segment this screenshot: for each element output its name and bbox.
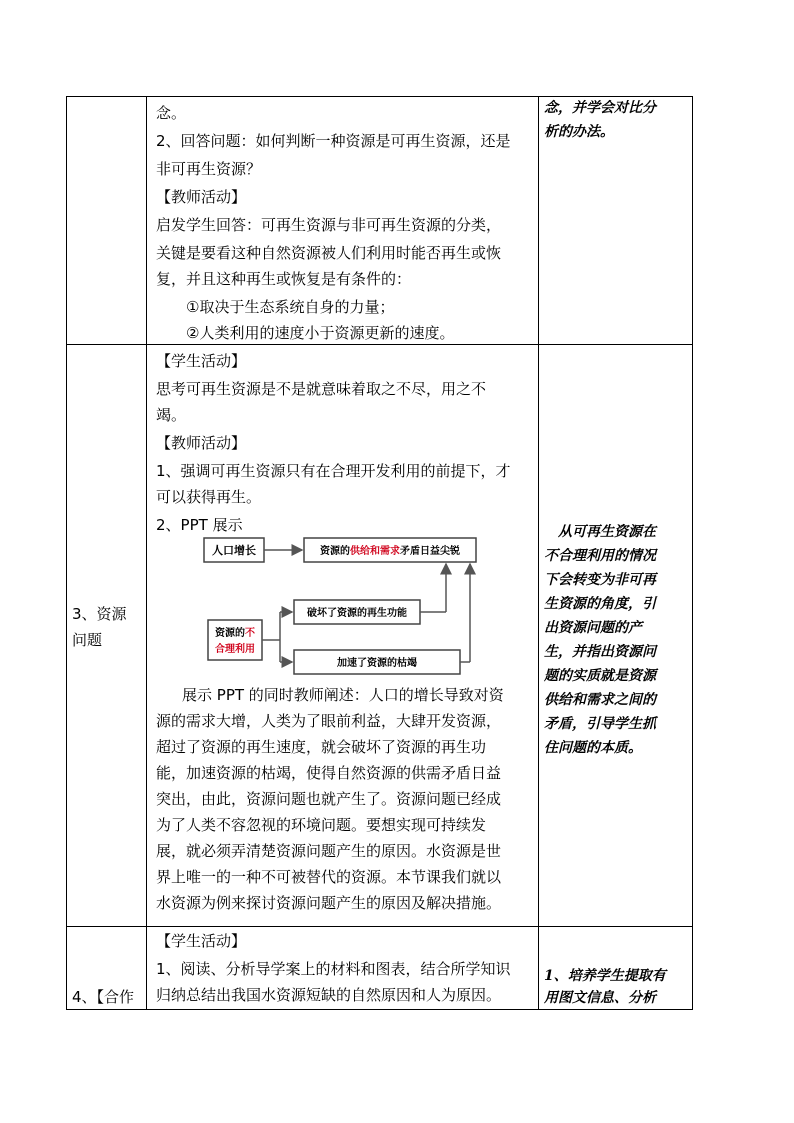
row-divider-2 (66, 926, 693, 927)
text-line: 复，并且这种再生或恢复是有条件的： (156, 270, 412, 288)
text-line: 突出，由此，资源问题也就产生了。资源问题已经成 (156, 790, 502, 808)
list-item: ①取决于生态系统自身的力量； (186, 298, 395, 316)
text-line: 可以获得再生。 (156, 488, 262, 506)
row1-content (156, 100, 536, 340)
row2-label-line1: 3、资源 (72, 605, 127, 623)
box-supply-demand-label: 资源的供给和需求矛盾日益尖锐 (320, 546, 460, 557)
text-line: 超过了资源的再生速度，就会破坏了资源的再生功 (156, 738, 487, 756)
note-line: 析的办法。 (544, 124, 614, 140)
list-item: ②人类利用的速度小于资源更新的速度。 (186, 324, 455, 342)
text-line: 启发学生回答：可再生资源与非可再生资源的分类， (156, 216, 502, 234)
text-line: 1、强调可再生资源只有在合理开发利用的前提下，才 (156, 462, 511, 480)
text-line: 2、PPT 展示 (156, 516, 243, 534)
text-line: 2、回答问题：如何判断一种资源是可再生资源，还是 (156, 132, 511, 150)
text-line: 源的需求大增，人类为了眼前利益，大肆开发资源， (156, 712, 502, 730)
text-line: 竭。 (156, 406, 187, 424)
table-border-right (692, 96, 693, 1010)
note-line: 从可再生资源在 (558, 524, 656, 540)
box-accelerate-depletion-label: 加速了资源的枯竭 (337, 658, 417, 669)
note-line: 题的实质就是资源 (544, 668, 656, 684)
note-line: 矛盾，引导学生抓 (544, 716, 656, 732)
box-unreasonable-use-line1: 资源的不 (215, 628, 255, 639)
row3-note (544, 964, 690, 1012)
table-divider-1 (146, 96, 147, 1010)
note-line: 1、培养学生提取有 (544, 968, 666, 984)
section-heading: 【学生活动】 (156, 932, 247, 950)
note-line: 生，并指出资源问 (544, 644, 656, 660)
text-line: 归纳总结出我国水资源短缺的自然原因和人为原因。 (156, 986, 502, 1004)
text-line: 界上唯一的一种不可被替代的资源。本节课我们就以 (156, 868, 502, 886)
ppt-diagram (196, 532, 486, 682)
box-destroy-regeneration-label: 破坏了资源的再生功能 (307, 608, 407, 619)
text-line: 水资源为例来探讨资源问题产生的原因及解决措施。 (156, 894, 502, 912)
text-line: 念。 (156, 104, 187, 122)
table-divider-2 (538, 96, 539, 1010)
note-line: 生资源的角度，引 (544, 596, 656, 612)
row1-note (544, 96, 690, 156)
text-line: 展示 PPT 的同时教师阐述：人口的增长导致对资 (182, 686, 504, 704)
note-line: 念，并学会对比分 (544, 100, 656, 116)
note-line: 住问题的本质。 (544, 740, 642, 756)
box-unreasonable-use-line2: 合理利用 (215, 644, 255, 655)
note-line: 出资源问题的产 (544, 620, 642, 636)
text-line: 关键是要看这种自然资源被人们利用时能否再生或恢 (156, 244, 502, 262)
note-line: 供给和需求之间的 (544, 692, 656, 708)
section-heading: 【教师活动】 (156, 188, 247, 206)
note-line: 不合理利用的情况 (544, 548, 656, 564)
table-border-left (66, 96, 67, 1010)
text-line: 1、阅读、分析导学案上的材料和图表，结合所学知识 (156, 960, 511, 978)
row2-label-line2: 问题 (72, 631, 103, 649)
text-line: 能，加速资源的枯竭，使得自然资源的供需矛盾日益 (156, 764, 502, 782)
note-line: 下会转变为非可再 (544, 572, 656, 588)
box-population-growth-label: 人口增长 (212, 544, 256, 557)
row2-note (544, 520, 690, 770)
note-line: 用图文信息、分析 (544, 990, 656, 1006)
section-heading: 【学生活动】 (156, 352, 247, 370)
text-line: 非可再生资源？ (156, 160, 262, 178)
row3-content (156, 928, 536, 1008)
text-line: 思考可再生资源是不是就意味着取之不尽，用之不 (156, 380, 487, 398)
section-heading: 【教师活动】 (156, 434, 247, 452)
text-line: 展，就必须弄清楚资源问题产生的原因。水资源是世 (156, 842, 502, 860)
text-line: 为了人类不容忽视的环境问题。要想实现可持续发 (156, 816, 487, 834)
row3-label: 4、【合作 (72, 988, 135, 1006)
